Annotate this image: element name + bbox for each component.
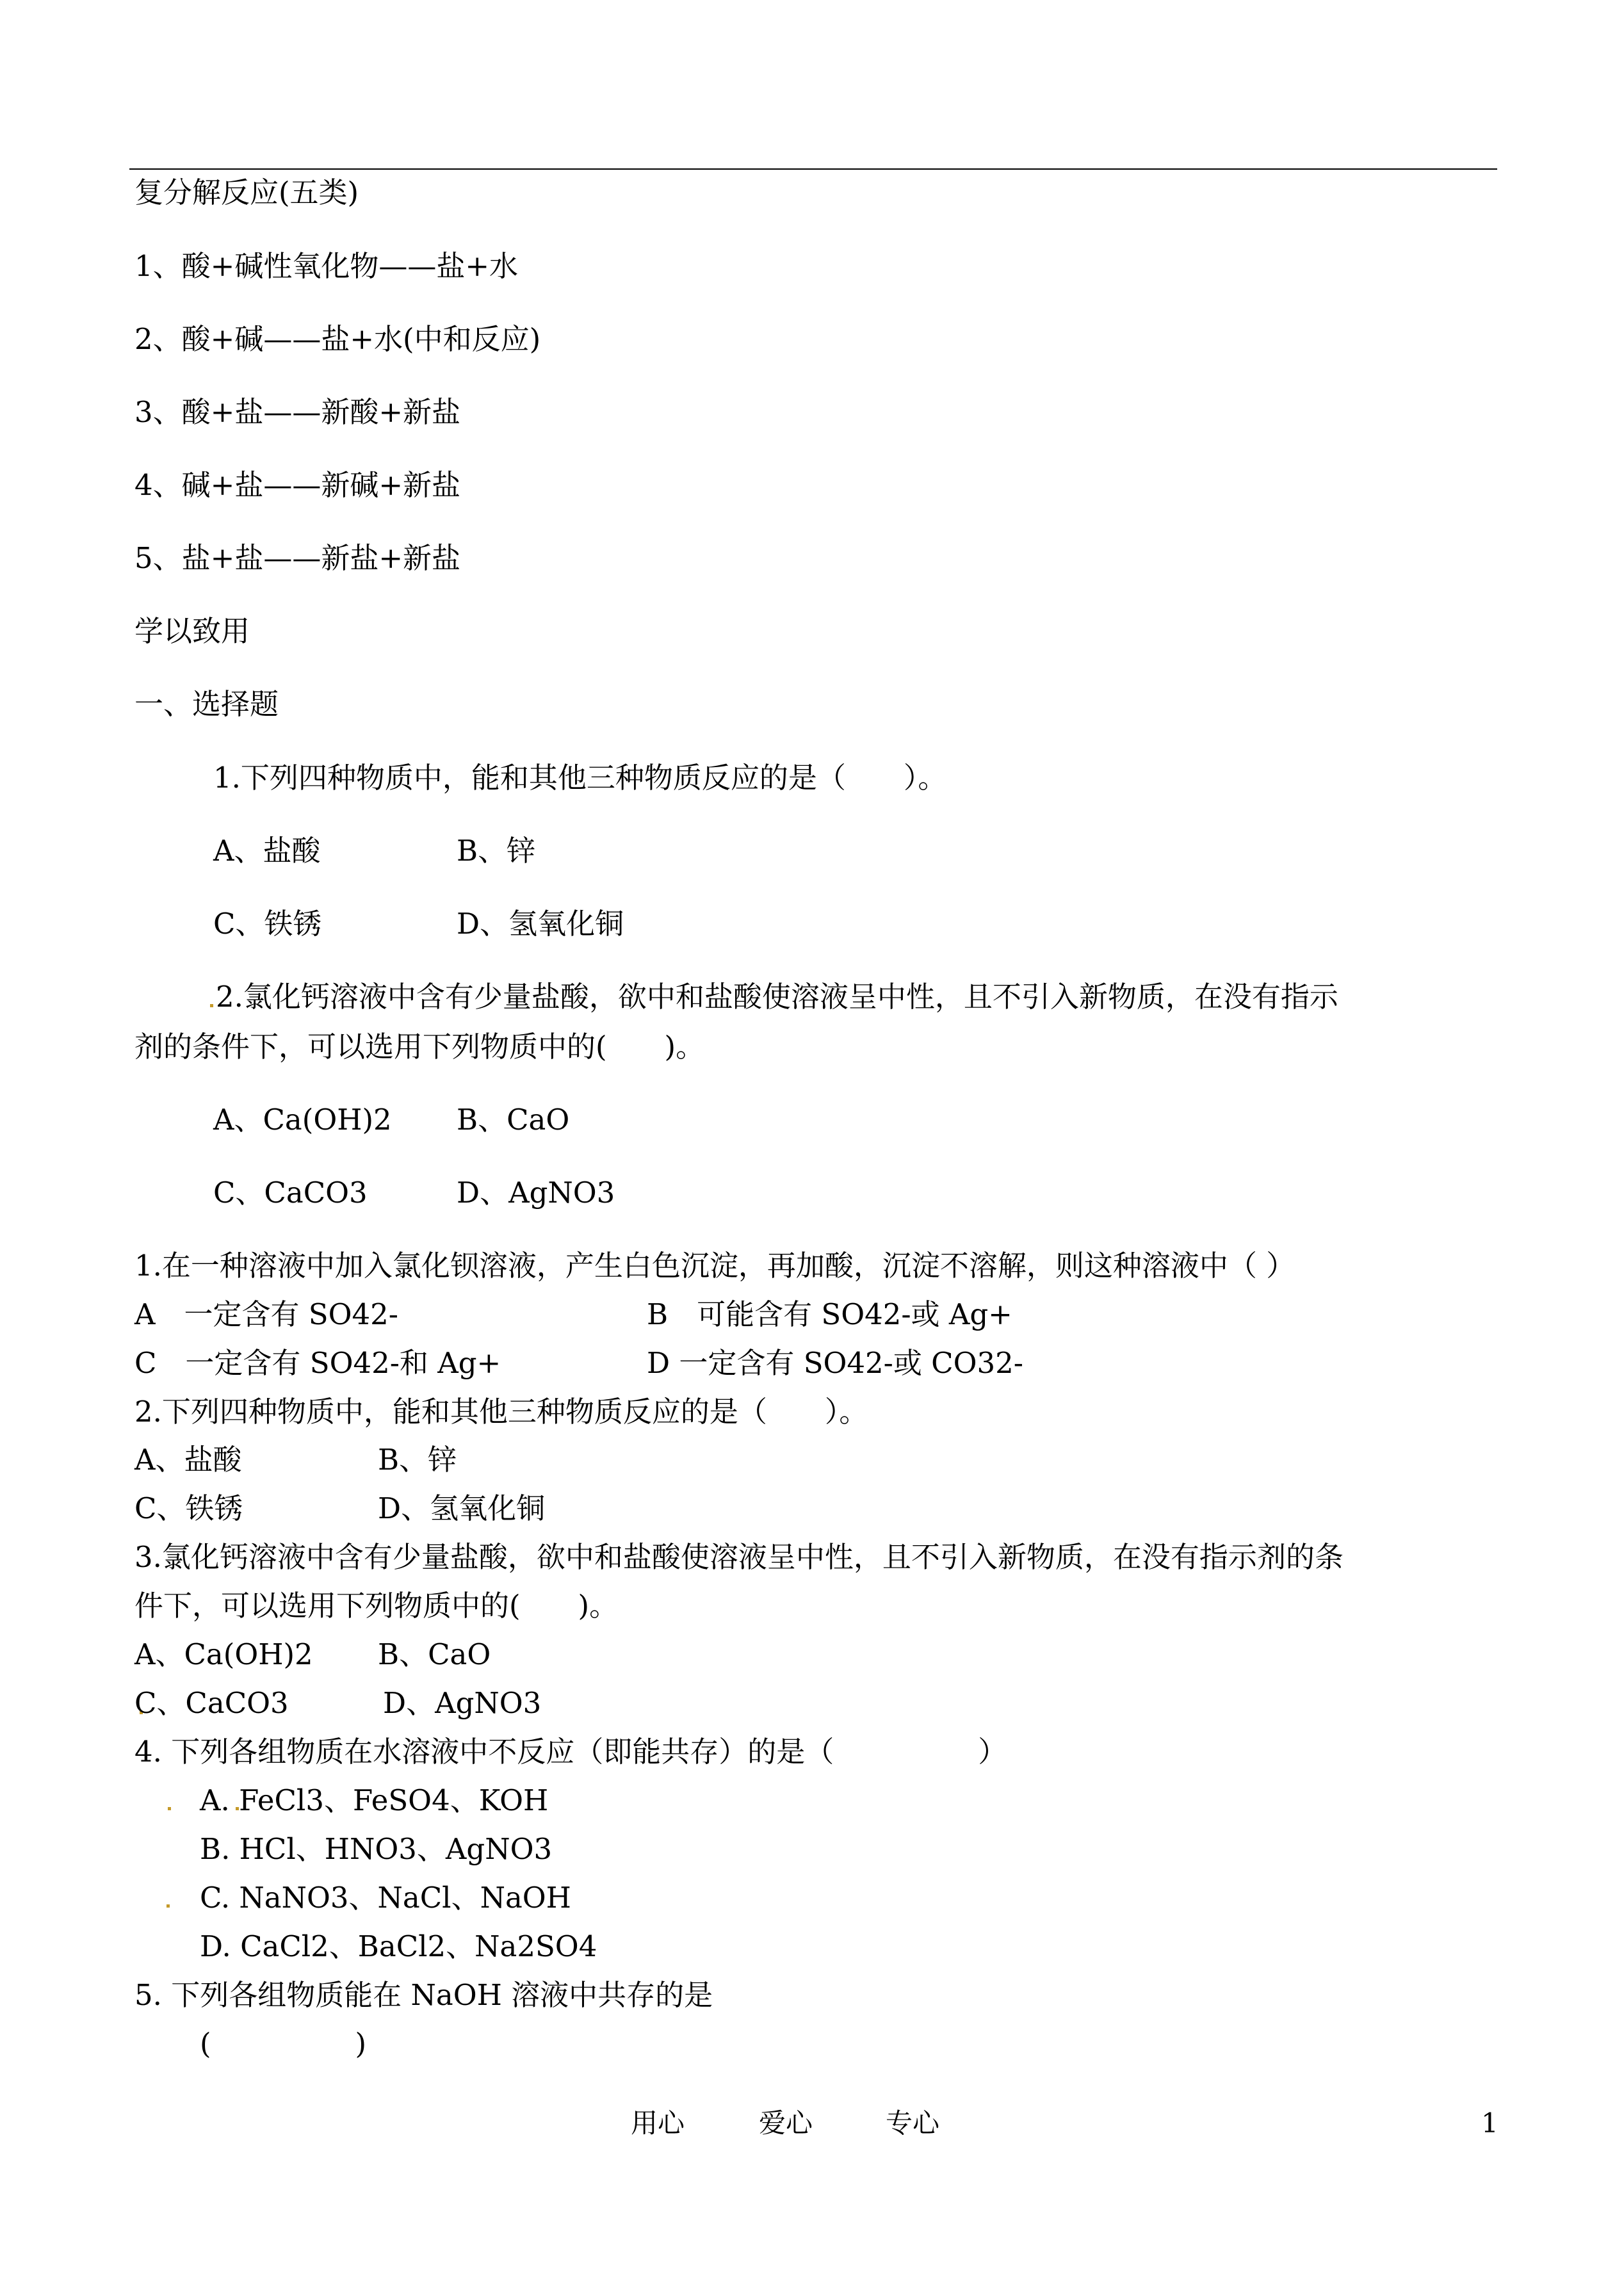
q4-option-b: B. HCl、HNO3、AgNO3	[200, 1832, 553, 1866]
s1-option-b: B、锌	[457, 834, 536, 868]
q2-option-b: B、锌	[378, 1443, 457, 1477]
s1-option-c: C、铁锈	[213, 907, 322, 941]
s2-option-c: C、CaCO3	[213, 1176, 368, 1210]
q1-option-c: C 一定含有 SO42-和 Ag+	[134, 1346, 501, 1380]
q3-option-b: B、CaO	[378, 1637, 491, 1671]
s1-question: 1.下列四种物质中，能和其他三种物质反应的是（ ）。	[213, 761, 947, 795]
s1-option-d: D、氢氧化铜	[457, 907, 624, 941]
q3-question-line1: 3.氯化钙溶液中含有少量盐酸，欲中和盐酸使溶液呈中性，且不引入新物质，在没有指示剂的条	[134, 1540, 1344, 1574]
heading: 复分解反应(五类)	[134, 175, 359, 209]
page-number: 1	[1481, 2107, 1498, 2139]
q4-option-d: D. CaCl2、BaCl2、Na2SO4	[200, 1929, 597, 1963]
s1-option-a: A、盐酸	[213, 834, 321, 868]
rule-2: 2、酸+碱——盐+水(中和反应)	[134, 322, 541, 356]
rule-1: 1、酸+碱性氧化物——盐+水	[134, 249, 519, 283]
q4-option-c: C. NaNO3、NaCl、NaOH	[200, 1881, 571, 1915]
q2-option-a: A、盐酸	[134, 1443, 242, 1477]
q1-question: 1.在一种溶液中加入氯化钡溶液，产生白色沉淀，再加酸，沉淀不溶解，则这种溶液中（ ）	[134, 1249, 1295, 1283]
q1-option-b: B 可能含有 SO42-或 Ag+	[647, 1297, 1012, 1331]
q2-question: 2.下列四种物质中，能和其他三种物质反应的是（ ）。	[134, 1395, 868, 1429]
q3-option-a: A、Ca(OH)2	[134, 1637, 313, 1671]
q2-option-c: C、铁锈	[134, 1491, 243, 1525]
rule-4: 4、碱+盐——新碱+新盐	[134, 468, 461, 502]
rule-5: 5、盐+盐——新盐+新盐	[134, 541, 461, 575]
s2-question-line1: 2.氯化钙溶液中含有少量盐酸，欲中和盐酸使溶液呈中性，且不引入新物质，在没有指示	[216, 980, 1338, 1014]
q1-option-a: A 一定含有 SO42-	[134, 1297, 398, 1331]
q5-answer-blank: ( )	[200, 2027, 367, 2061]
footer-word-2: 爱心	[759, 2107, 813, 2139]
rule-3: 3、酸+盐——新酸+新盐	[134, 395, 461, 429]
section-title: 学以致用	[134, 614, 250, 648]
header-rule	[129, 168, 1497, 170]
mark-dot	[168, 1807, 171, 1810]
q5-question: 5. 下列各组物质能在 NaOH 溶液中共存的是	[134, 1978, 713, 2012]
q3-option-d: D、AgNO3	[383, 1686, 542, 1720]
footer-word-3: 专心	[886, 2107, 940, 2139]
s2-question-line2: 剂的条件下，可以选用下列物质中的( )。	[134, 1030, 705, 1064]
q4-question: 4. 下列各组物质在水溶液中不反应（即能共存）的是（ ）	[134, 1735, 1007, 1769]
footer-word-1: 用心	[631, 2107, 685, 2139]
q4-option-a: A. FeCl3、FeSO4、KOH	[200, 1783, 549, 1817]
s2-option-b: B、CaO	[457, 1103, 570, 1137]
mark-dot	[210, 1004, 213, 1007]
q3-option-c: C、CaCO3	[134, 1686, 289, 1720]
part-title: 一、选择题	[134, 687, 279, 721]
q2-option-d: D、氢氧化铜	[378, 1491, 546, 1525]
mark-dot	[166, 1904, 170, 1908]
s2-option-a: A、Ca(OH)2	[213, 1103, 392, 1137]
s2-option-d: D、AgNO3	[457, 1176, 615, 1210]
q3-question-line2: 件下，可以选用下列物质中的( )。	[134, 1589, 619, 1623]
q1-option-d: D 一定含有 SO42-或 CO32-	[647, 1346, 1023, 1380]
